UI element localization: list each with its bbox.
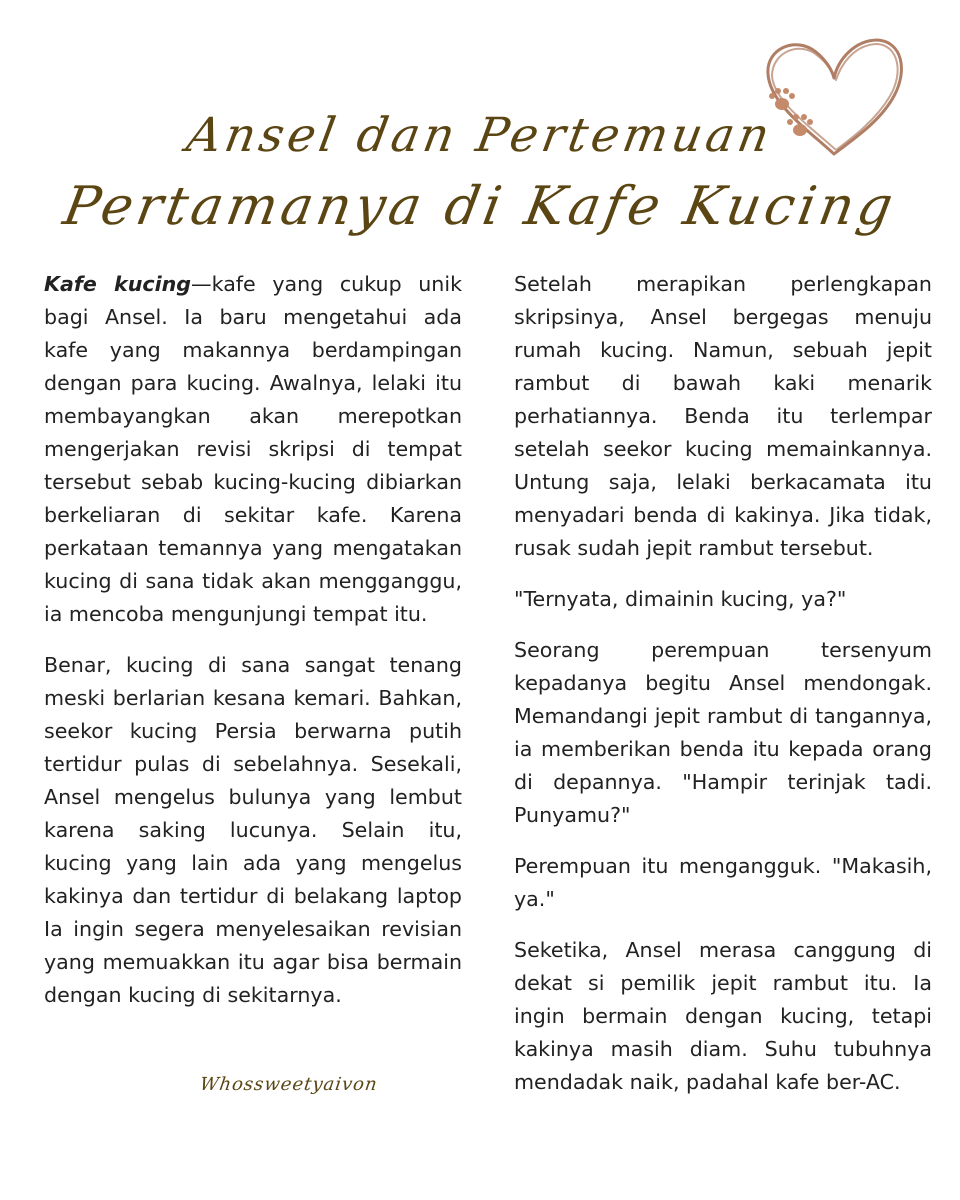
paragraph: Setelah merapikan perlengkapan skripsinya, Ansel bergegas menuju rumah kucing. Namun, sebuah jepit rambut di bawah kaki menarik perhatiannya. Benda itu terlempar setelah seekor kucing memainkannya. Untung saja, lelaki berkacamata itu menyadari benda di kakinya. Jika tidak, rusak sudah jepit rambut tersebut. [514,272,932,560]
paragraph: "Ternyata, dimainin kucing, ya?" [514,587,847,611]
title-line-1: Ansel dan Pertemuan [182,108,778,163]
paragraph: Seketika, Ansel merasa canggung di dekat si pemilik jepit rambut itu. Ia ingin bermain dengan kucing, tetapi kakinya masih diam. Suhu tubuhnya mendadak naik, padahal kafe ber-AC. [514,938,932,1094]
paragraph: Perempuan itu mengangguk. "Makasih, ya." [514,854,932,911]
paragraph [44,268,462,631]
left-column [44,268,462,1012]
paragraph: Benar, kucing di sana sangat tenang meski berlarian kesana kemari. Bahkan, seekor kucing Persia berwarna putih tertidur pulas di sebelahnya. Sesekali, Ansel mengelus bulunya yang lembut karena saking lucunya. Selain itu, kucing yang lain ada yang mengelus kakinya dan tertidur di belakang laptop Ia ingin segera menyelesaikan revisian yang memuakkan itu agar bisa bermain dengan kucing di sekitarnya. [44,653,462,1007]
title-line-2: Pertamanya di Kafe Kucing [58,176,902,237]
paragraph-text: —kafe yang cukup unik bagi Ansel. Ia baru mengetahui ada kafe yang makannya berdampingan dengan para kucing. Awalnya, lelaki itu membayangkan akan merepotkan mengerjakan revisi skripsi di tempat tersebut sebab kucing-kucing dibiarkan berkeliaran di sekitar kafe. Karena perkataan temannya yang mengatakan kucing di sana tidak akan mengganggu, ia mencoba mengunjungi tempat itu. [44,272,462,626]
paragraph: Seorang perempuan tersenyum kepadanya begitu Ansel mendongak. Memandangi jepit rambut di tangannya, ia memberikan benda itu kepada orang di depannya. "Hampir terinjak tadi. Punyamu?" [514,638,932,827]
emphasis-text: Kafe kucing [44,272,192,296]
signature: Whossweetyaivon [198,1074,380,1095]
right-column [514,268,932,1099]
